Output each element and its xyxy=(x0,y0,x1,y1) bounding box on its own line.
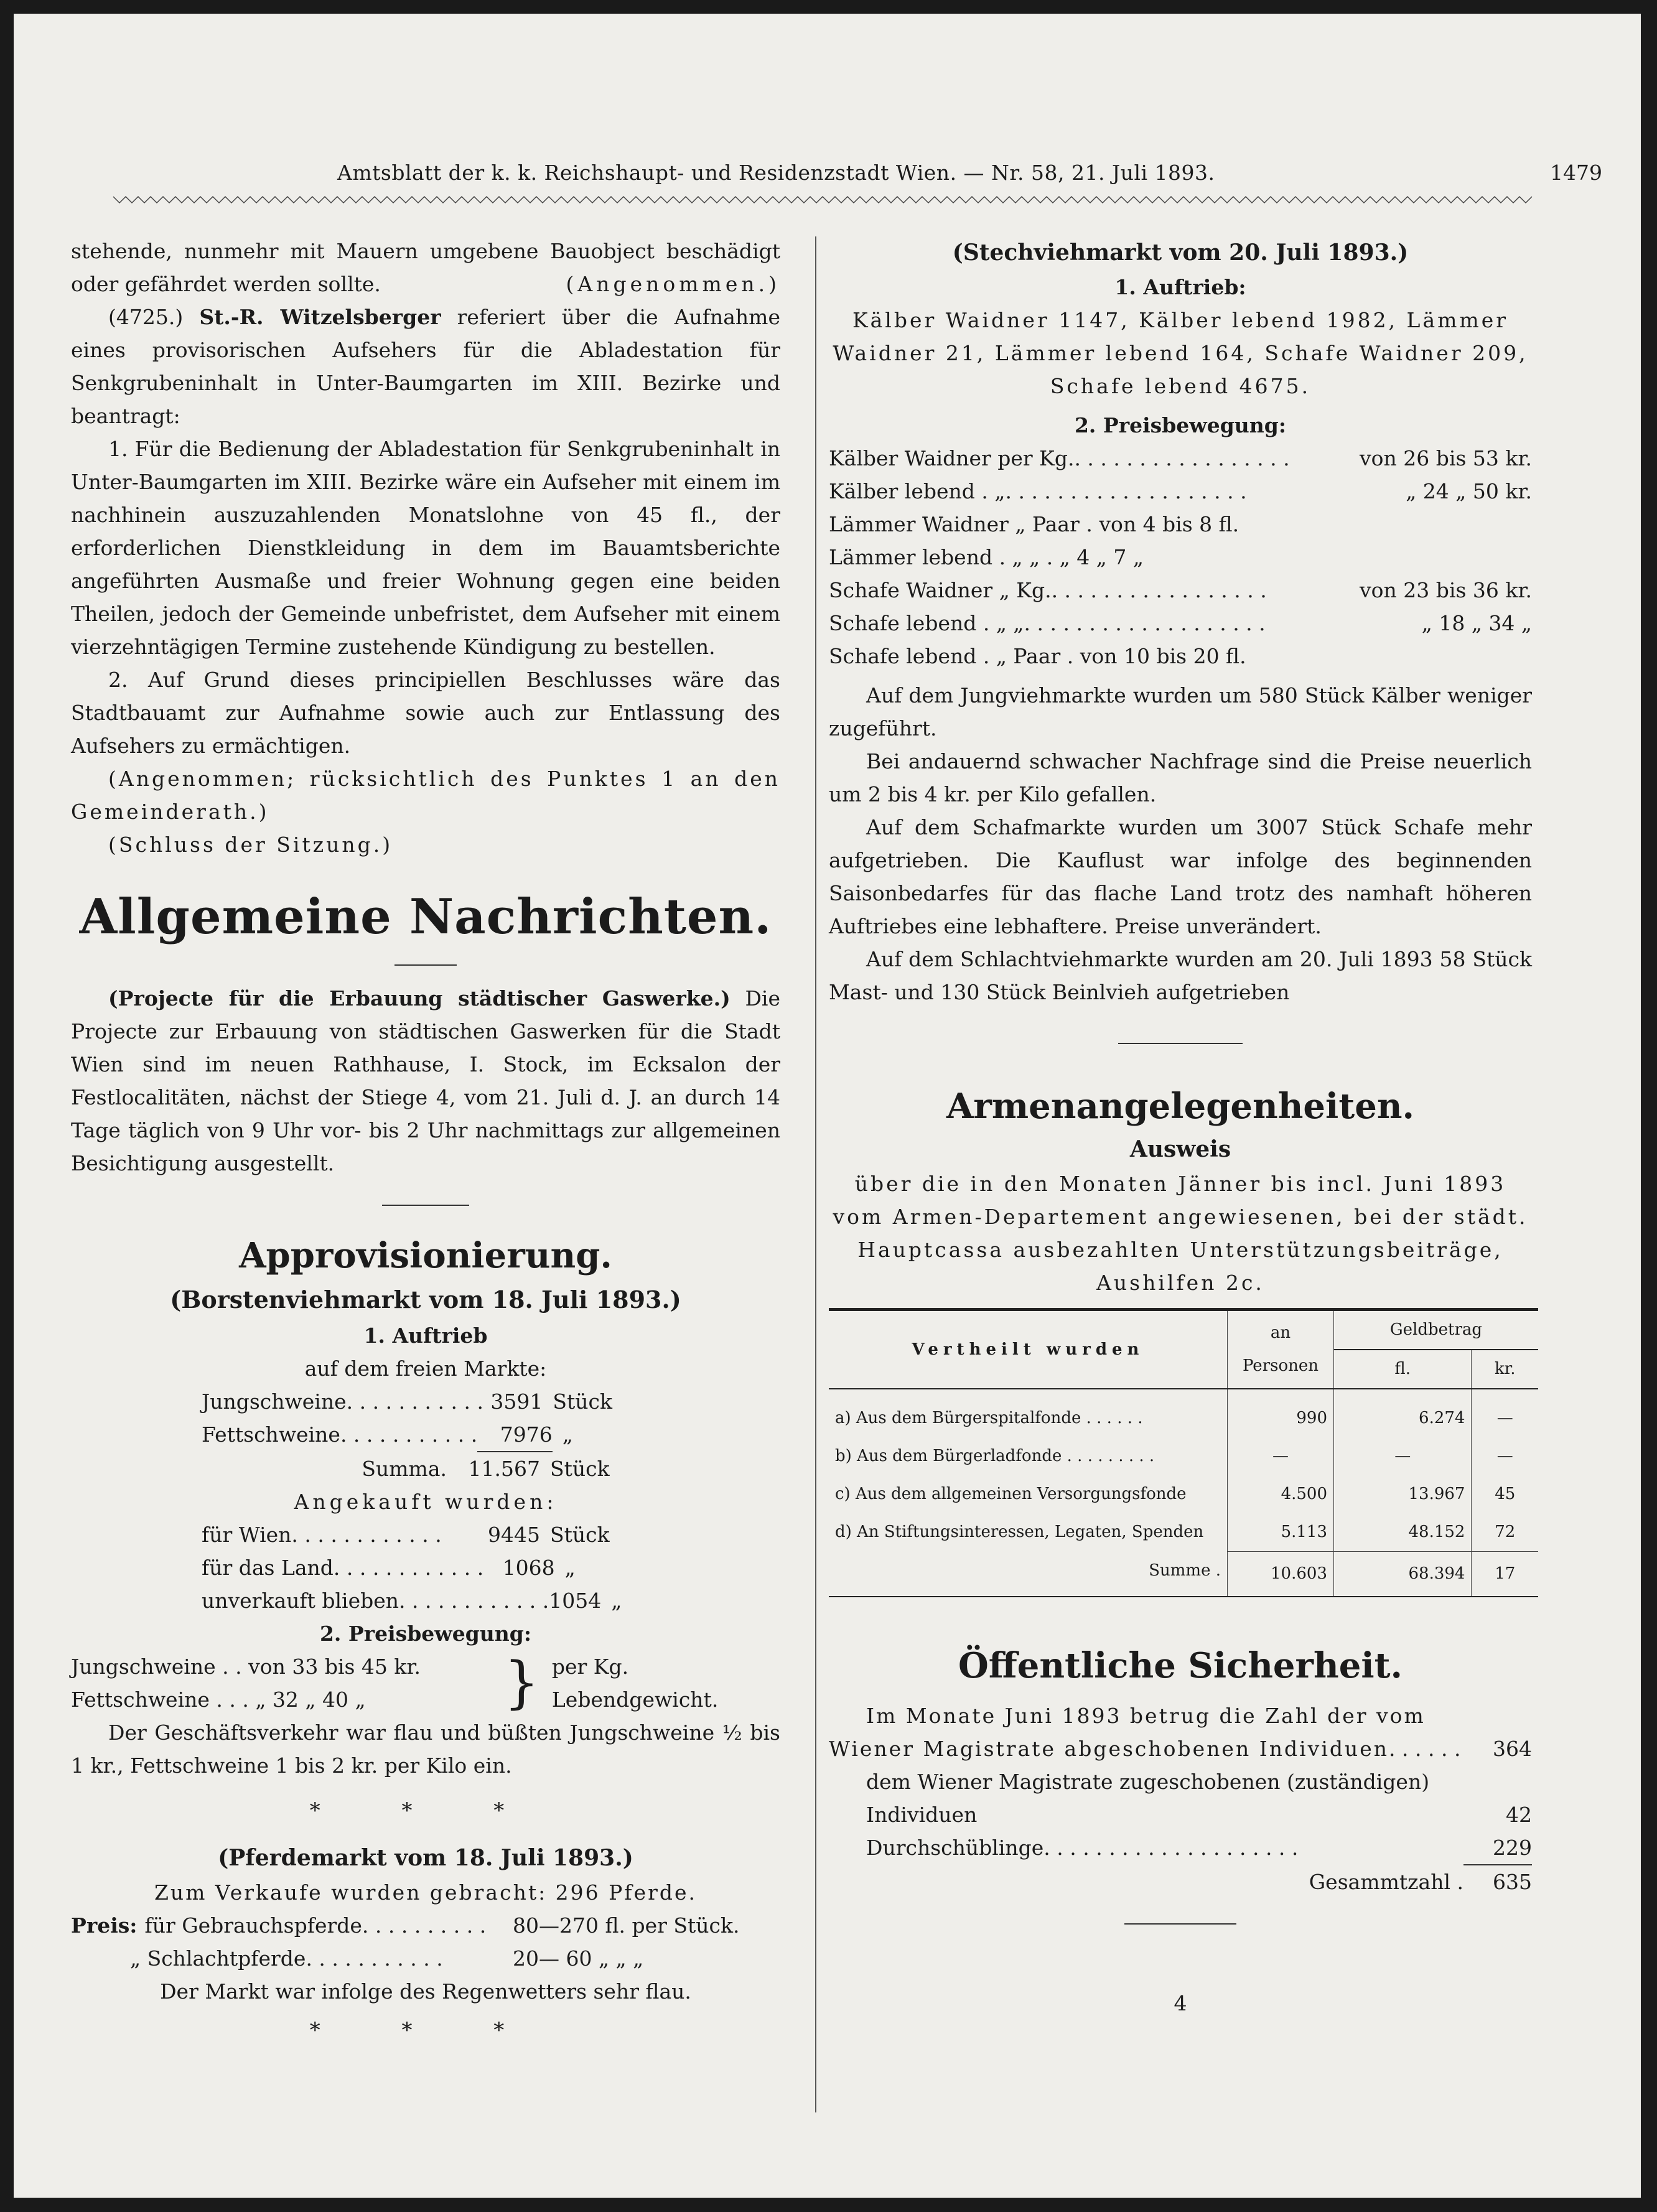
list-item: Durchschüblinge . . . . . . . . . . . . . . . . . . . . 229 xyxy=(829,1831,1532,1865)
section-title-allgemeine: Allgemeine Nachrichten. xyxy=(79,889,772,945)
list-item: dem Wiener Magistrate zugeschobenen (zuständigen) Individuen 42 xyxy=(866,1769,1532,1827)
table-row: d) An Stiftungsinteressen, Legaten, Spenden 5.113 48.152 72 xyxy=(829,1513,1538,1552)
list-item: Wiener Magistrate abgeschobenen Individuen . . . . . . 364 xyxy=(829,1736,1532,1761)
borsten-title: (Borstenviehmarkt vom 18. Juli 1893.) xyxy=(170,1286,681,1314)
table-row: b) Aus dem Bürgerladfonde . . . . . . . . . — — — xyxy=(829,1437,1538,1475)
preis-block xyxy=(71,1650,780,1716)
status-accepted: (Angenommen.) xyxy=(566,272,780,296)
preis-heading: 2. Preisbewegung: xyxy=(1074,413,1287,437)
markt-label: auf dem freien Markte: xyxy=(304,1356,547,1381)
session-close: (Schluss der Sitzung.) xyxy=(108,833,393,857)
auftrieb-text: Kälber Waidner 1147, Kälber lebend 1982, Lämmer Waidner 21, Lämmer lebend 164, Schafe Waidner 209, Schafe lebend 4675. xyxy=(833,308,1528,398)
pferde-row-1: Preis: für Gebrauchspferde . . . . . . . . . . 80—270 fl. per Stück. xyxy=(71,1913,740,1938)
list-item: für Wien . . . . . . . . . . . . 9445 Stück xyxy=(202,1523,610,1547)
summa-row: Summa . 11.567 Stück xyxy=(362,1457,610,1481)
status-accepted-2: (Angenommen; rücksichtlich des Punktes 1 an den Gemeinderath.) xyxy=(71,767,780,824)
stars-separator: * * * xyxy=(309,1798,542,1823)
armen-table xyxy=(829,1308,1538,1597)
brace: } xyxy=(503,1650,539,1715)
col-header-label: Vertheilt wurden xyxy=(912,1340,1144,1359)
paragraph-jungvieh: Auf dem Jungviehmarkte wurden um 580 Stück Kälber weniger zugeführt. xyxy=(829,683,1532,740)
ausweis-text: über die in den Monaten Jänner bis incl. Juni 1893 vom Armen-Departement angewiesenen, bei der städt. Hauptcassa ausbezahlten Unterstützungsbeiträge, Aushilfen 2c. xyxy=(833,1172,1528,1295)
left-column xyxy=(71,235,780,2047)
list-item: Lämmer Waidner „ Paar . von 4 bis 8 fl. xyxy=(829,512,1239,536)
motion-point-1: 1. Für die Bedienung der Abladestation für Senkgrubeninhalt in Unter-Baumgarten im XIII. Bezirke wäre ein Aufseher mit einem im nachhinein auszuzahlenden Monatslohne von 45 fl., der erforderlichen Dienstkleidung in dem im Bauamtsberichte angeführten Ausmaße und freier Wohnung gegen eine beiden Theilen, jedoch der Gemeinde unbefristet, dem Aufseher mit einem vierzehntägigen Termine zustehende Kündigung zu bestellen. xyxy=(71,437,780,659)
pferde-row-2: „ Schlachtpferde . . . . . . . . . . . 20— 60 „ „ „ xyxy=(130,1946,644,1971)
table-row: a) Aus dem Bürgerspitalfonde . . . . . . 990 6.274 — xyxy=(829,1389,1538,1437)
table-row: c) Aus dem allgemeinen Versorgungsfonde 4.500 13.967 45 xyxy=(829,1475,1538,1513)
motion-point-2: 2. Auf Grund dieses principiellen Beschlusses wäre das Stadtbauamt zur Aufnahme sowie auch zur Entlassung des Aufsehers zu ermächtigen. xyxy=(71,668,780,758)
stech-title: (Stechviehmarkt vom 20. Juli 1893.) xyxy=(952,240,1409,266)
page-number: 1479 xyxy=(1550,161,1602,185)
preis-list xyxy=(829,442,1532,673)
gesamt-row: Gesammtzahl . 635 xyxy=(1309,1869,1532,1894)
list-item: Fettschweine . . . . . . . . . . . 7976 „ xyxy=(202,1418,612,1452)
pferde-verkauf: Zum Verkaufe wurden gebracht: 296 Pferde. xyxy=(154,1880,698,1905)
table-sum-row: Summe . 10.603 68.394 17 xyxy=(829,1552,1538,1597)
col-header-fl: fl. xyxy=(1334,1350,1472,1389)
right-column xyxy=(829,235,1532,2020)
paragraph-schlachtvieh: Auf dem Schlachtviehmarkte wurden am 20. Juli 1893 58 Stück Mast- und 130 Stück Beinlvieh aufgetrieben xyxy=(829,947,1532,1004)
list-item: unverkauft blieben . . . . . . . . . . . . 1054 „ xyxy=(202,1589,622,1613)
auftrieb-heading: 1. Auftrieb xyxy=(363,1323,488,1348)
footer-signature-number: 4 xyxy=(1174,1990,1187,2015)
auftrieb-list xyxy=(202,1385,612,1485)
speaker-name: St.-R. Witzelsberger xyxy=(199,305,441,329)
list-item: Jungschweine . . . . . . . . . . . 3591 Stück xyxy=(202,1389,612,1414)
list-item: Schafe lebend . „ „ . . . . . . . . . . . . . . . . . . . „ 18 „ 34 „ xyxy=(829,611,1532,635)
stars-separator-2: * * * xyxy=(309,2018,542,2043)
col-header-personen: an Personen xyxy=(1228,1310,1334,1389)
list-item: Kälber Waidner per Kg. . . . . . . . . . . . . . . . . . von 26 bis 53 kr. xyxy=(829,446,1532,470)
angekauft-list xyxy=(202,1518,622,1617)
gas-paragraph: (Projecte für die Erbauung städtischer Gaswerke.) Die Projecte zur Erbauung von städtischen Gaswerken für die Stadt Wien sind im neuen Rathhause, I. Stock, im Ecksalon der Festlocalitäten, nächst der Stiege 4, vom 21. Juli d. J. an durch 14 Tage täglich von 9 Uhr vor- bis 2 Uhr nachmittags zur allgemeinen Besichtigung ausgestellt. xyxy=(71,986,781,1175)
short-rule xyxy=(382,1205,469,1206)
section-title-armen: Armenangelegenheiten. xyxy=(946,1086,1415,1127)
sicherheit-intro: Im Monate Juni 1893 betrug die Zahl der vom xyxy=(866,1703,1426,1728)
newspaper-page xyxy=(14,14,1641,2198)
section-title-sicherheit: Öffentliche Sicherheit. xyxy=(958,1645,1403,1686)
section-title-approv: Approvisionierung. xyxy=(239,1235,612,1276)
col-header-geld: Geldbetrag xyxy=(1334,1310,1539,1350)
pferde-title: (Pferdemarkt vom 18. Juli 1893.) xyxy=(218,1845,633,1871)
list-item: Schafe Waidner „ Kg. . . . . . . . . . . . . . . . . . von 23 bis 36 kr. xyxy=(829,578,1532,602)
pferde-note: Der Markt war infolge des Regenwetters sehr flau. xyxy=(160,1979,691,2004)
column-divider xyxy=(815,236,816,2112)
preis-heading: 2. Preisbewegung: xyxy=(319,1622,532,1646)
list-item: Lämmer lebend . „ „ . „ 4 „ 7 „ xyxy=(829,545,1144,569)
page-header xyxy=(14,152,1641,189)
header-title: Amtsblatt der k. k. Reichshaupt- und Residenzstadt Wien. — Nr. 58, 21. Juli 1893. xyxy=(337,161,1215,185)
col-header-kr: kr. xyxy=(1472,1350,1538,1389)
short-rule xyxy=(1118,1043,1243,1044)
paragraph-nachfrage: Bei andauernd schwacher Nachfrage sind die Preise neuerlich um 2 bis 4 kr. per Kilo gefallen. xyxy=(829,749,1532,806)
list-item: Jungschweine . . von 33 bis 45 kr. xyxy=(71,1654,421,1679)
item-4725: (4725.) St.-R. Witzelsberger referiert über die Aufnahme eines provisorischen Aufsehers für die Abladestation für Senkgrubeninhalt in Unter-Baumgarten im XIII. Bezirke und beantragt: xyxy=(71,305,780,428)
preis-note: per Kg. Lebendgewicht. xyxy=(551,1654,719,1712)
list-item: für das Land . . . . . . . . . . . . 1068 „ xyxy=(202,1556,576,1580)
auftrieb-heading: 1. Auftrieb: xyxy=(1114,275,1246,299)
list-item: Schafe lebend . „ Paar . von 10 bis 20 fl. xyxy=(829,644,1246,668)
list-item: Fettschweine . . . „ 32 „ 40 „ xyxy=(71,1687,366,1712)
continued-paragraph: stehende, nunmehr mit Mauern umgebene Bauobject beschädigt oder gefährdet werden sollte. (Angenommen.) xyxy=(71,235,780,301)
short-rule xyxy=(394,964,457,966)
paragraph-schafmarkt: Auf dem Schafmarkte wurden um 3007 Stück Schafe mehr aufgetrieben. Die Kauflust war infolge des beginnenden Saisonbedarfes für das flache Land trotz des namhaft höheren Auftriebes eine lebhaftere. Preise unverändert. xyxy=(829,815,1532,938)
ausweis-title: Ausweis xyxy=(1129,1136,1231,1162)
header-zigzag-rule xyxy=(113,195,1532,204)
short-rule xyxy=(1124,1923,1236,1925)
angekauft-label: Angekauft wurden: xyxy=(294,1490,558,1514)
list-item: Kälber lebend . „ . . . . . . . . . . . . . . . . . . . „ 24 „ 50 kr. xyxy=(829,479,1532,503)
geschaeft-paragraph: Der Geschäftsverkehr war flau und büßten Jungschweine ½ bis 1 kr., Fettschweine 1 bis 2 kr. per Kilo ein. xyxy=(71,1720,780,1778)
